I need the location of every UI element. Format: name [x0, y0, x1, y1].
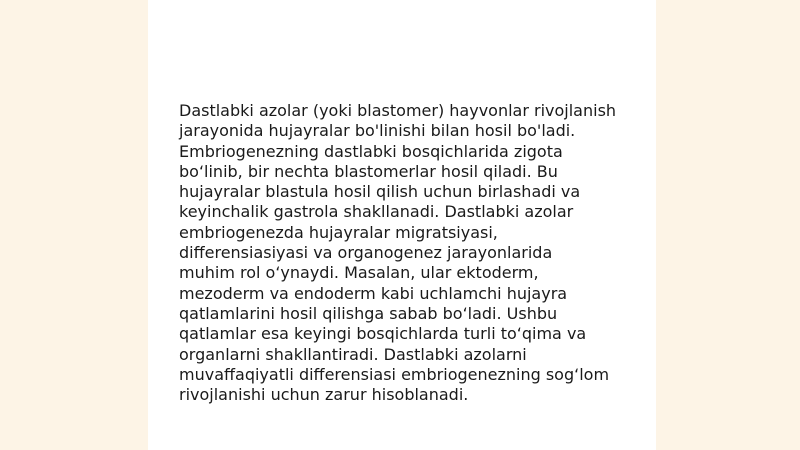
paragraph-line-11: qatlamlarini hosil qilishga sabab bo‘ladi. Ushbu [179, 303, 558, 323]
document-page [148, 0, 656, 450]
paragraph-line-7: embriogenezda hujayralar migratsiyasi, [179, 222, 498, 242]
paragraph-line-9: muhim rol o‘ynaydi. Masalan, ular ektoderm, [179, 263, 539, 283]
paragraph-line-4: bo‘linib, bir nechta blastomerlar hosil qiladi. Bu [179, 161, 558, 181]
paragraph-line-5: hujayralar blastula hosil qilish uchun birlashadi va [179, 182, 581, 202]
paragraph-line-1: Dastlabki azolar (yoki blastomer) hayvonlar rivojlanish [179, 101, 617, 120]
paragraph-line-2: jarayonida hujayralar bo'linishi bilan hosil bo'ladi. [179, 121, 576, 141]
paragraph-line-6: keyinchalik gastrola shakllanadi. Dastlabki azolar [179, 202, 574, 222]
paragraph-line-12: qatlamlar esa keyingi bosqichlarda turli to‘qima va [179, 324, 587, 344]
paragraph-line-8: differensiasiyasi va organogenez jarayonlarida [179, 243, 553, 263]
paragraph-line-14: muvaffaqiyatli differensiasi embriogenezning sog‘lom [179, 364, 610, 384]
paragraph-line-3: Embriogenezning dastlabki bosqichlarida zigota [179, 141, 563, 161]
paragraph-line-15: rivojlanishi uchun zarur hisoblanadi. [179, 385, 469, 405]
paragraph-line-13: organlarni shakllantiradi. Dastlabki azolarni [179, 344, 527, 364]
paragraph-line-10: mezoderm va endoderm kabi uchlamchi hujayra [179, 283, 568, 303]
body-paragraph [179, 101, 641, 405]
